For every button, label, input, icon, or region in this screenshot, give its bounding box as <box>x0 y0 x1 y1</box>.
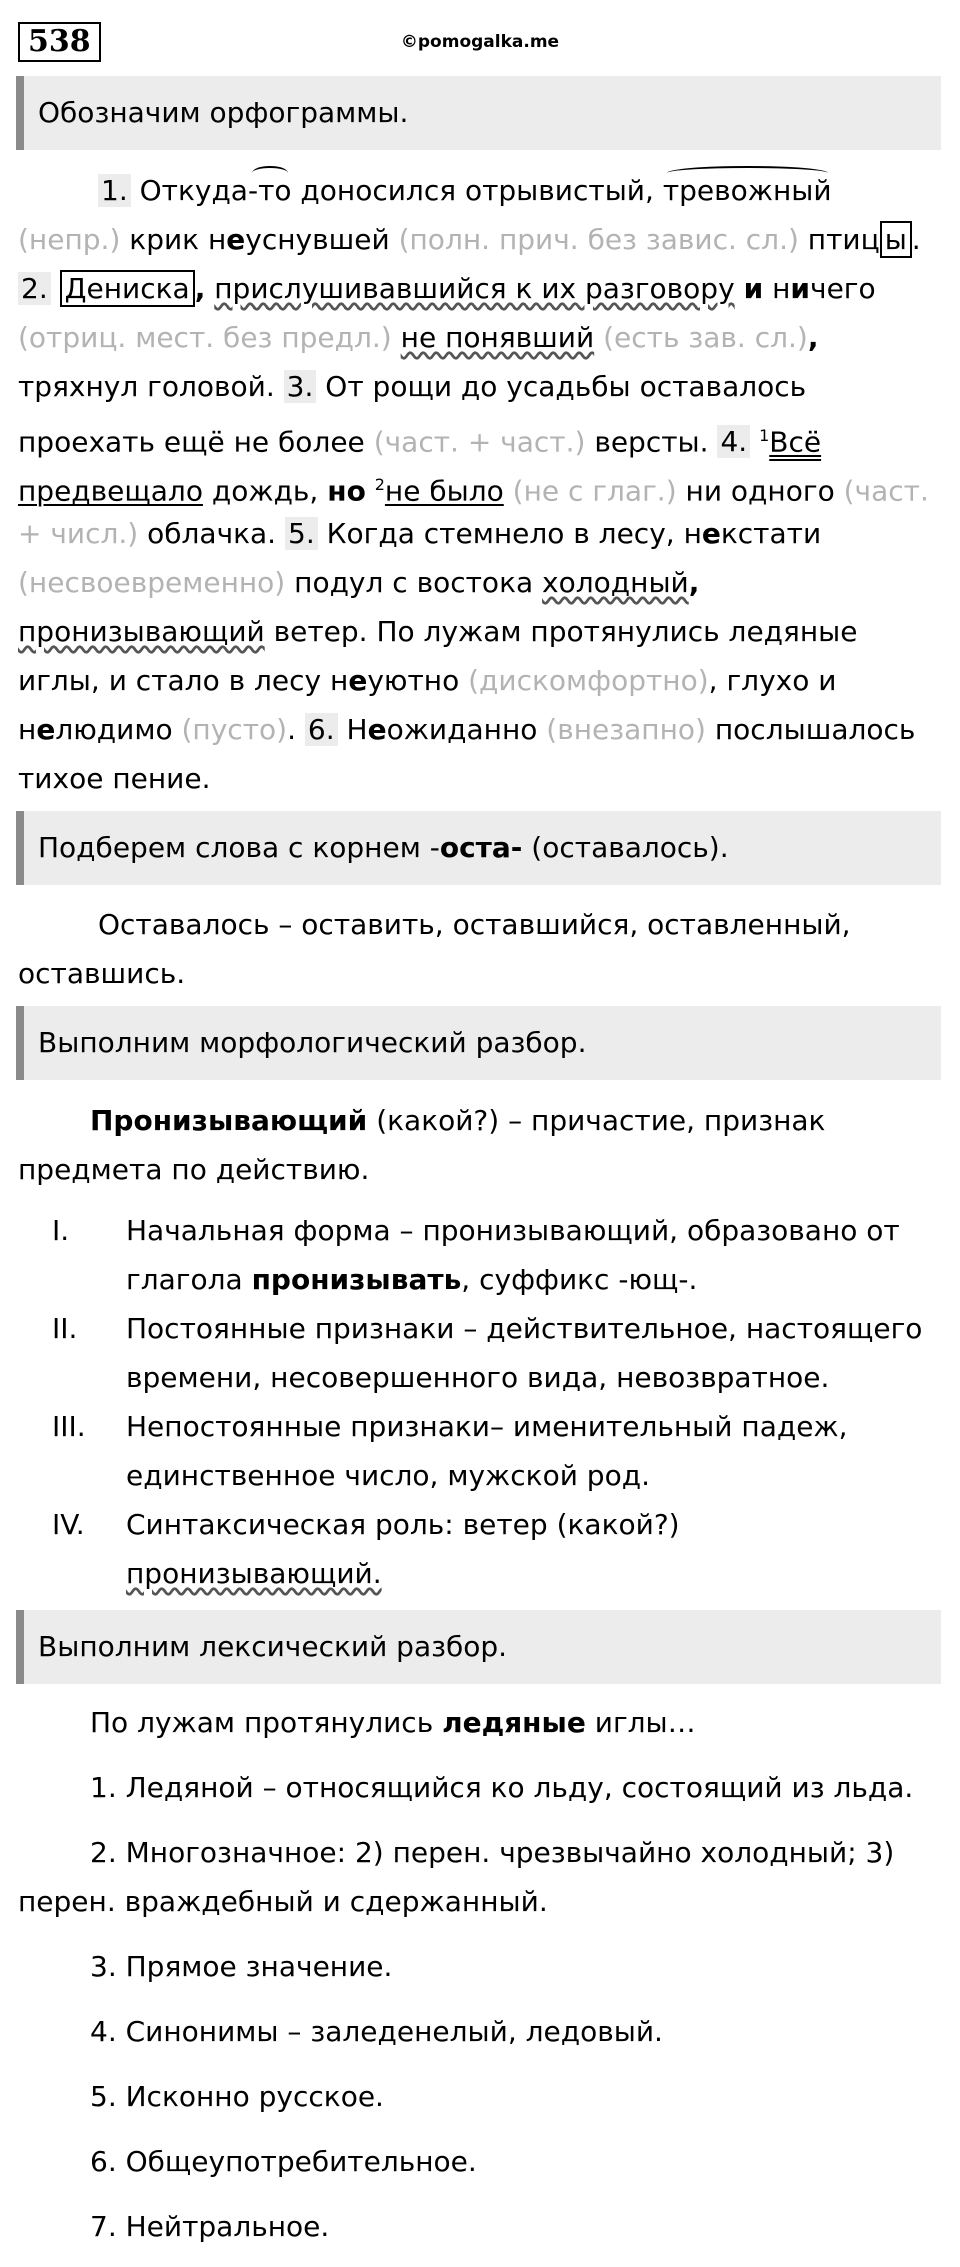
section-header-root: Подберем слова с корнем -оста- (оставалось). <box>16 811 941 885</box>
morph-item-num: II. <box>52 1312 78 1345</box>
morph-item-bold: пронизывать <box>251 1263 462 1296</box>
orthogram-text: 1. Откуда-то доносился отрывистый, тревожный (непр.) крик неуснувшей (полн. прич. без завис. сл.) птиц ы . 2. Дениска , прислушивавшийся к их разговору и ничего (отриц. мест. без предл.) не понявший (есть зав. сл.), тряхнул головой. 3. От рощи до усадьбы оставалось проехать ещё не более (част. + част.) версты. 4. $^1$Всё предвещало дождь, но $^2$не было (не с глаг.) ни одного (част. + числ.) облачка. 5. Когда стемнело в лесу, некстати (несвоевременно) подул с востока холодный, пронизывающий ветер. По лужам протянулись ледяные иглы, и стало в лесу неуютно (дискомфортно), глухо и нелюдимо (пусто). 6. Неожиданно (внезапно) послышалось тихое пение. <box>18 166 948 803</box>
morph-intro-line-2: предмета по действию. <box>18 1153 370 1186</box>
morph-item-num: III. <box>52 1410 86 1443</box>
lex-intro-c: иглы… <box>585 1706 696 1739</box>
lex-point-2: 2. Многозначное: 2) перен. чрезвычайно холодный; 3) перен. враждебный и сдержанный. <box>18 1836 895 1918</box>
morph-item-line: глагола <box>126 1263 252 1296</box>
morph-item <box>18 1206 948 1304</box>
lex-point-7: 7. Нейтральное. <box>90 2210 330 2243</box>
lex-intro <box>18 1698 948 1747</box>
task-number: 538 <box>18 22 101 62</box>
lex-point-5: 5. Исконно русское. <box>90 2080 384 2113</box>
lex-point-3: 3. Прямое значение. <box>90 1950 393 1983</box>
morph-intro <box>18 1096 948 1194</box>
morph-item <box>18 1304 948 1402</box>
root-words-line-2: оставшись. <box>18 957 186 990</box>
section-header-lex: Выполним лексический разбор. <box>16 1610 941 1684</box>
lex-point-6: 6. Общеупотребительное. <box>90 2145 477 2178</box>
section-header-orthograms: Обозначим орфограммы. <box>16 76 941 150</box>
morph-item-line: Начальная форма – пронизывающий, образовано от <box>126 1214 900 1247</box>
morph-list <box>18 1206 948 1598</box>
lex-intro-word: ледяные <box>442 1706 586 1739</box>
morph-item-line: единственное число, мужской род. <box>126 1459 650 1492</box>
root-words-line-1: Оставалось – оставить, оставшийся, оставленный, <box>98 908 851 941</box>
lex-intro-a: По лужам протянулись <box>90 1706 443 1739</box>
morph-item-num: I. <box>52 1214 70 1247</box>
morph-item-line: Непостоянные признаки– именительный падеж, <box>126 1410 848 1443</box>
lex-point-1: 1. Ледяной – относящийся ко льду, состоящий из льда. <box>90 1771 914 1804</box>
lex-analysis <box>18 1698 948 2267</box>
lex-point-4: 4. Синонимы – заледенелый, ледовый. <box>90 2015 663 2048</box>
morph-item <box>18 1500 948 1598</box>
site-watermark: ©pomogalka.me <box>400 32 560 52</box>
root-words <box>18 900 948 998</box>
morph-item-line: , суффикс -ющ-. <box>461 1263 698 1296</box>
morph-item-num: IV. <box>52 1508 85 1541</box>
morph-item <box>18 1402 948 1500</box>
morph-item-line: Постоянные признаки – действительное, настоящего <box>126 1312 923 1345</box>
morph-item-line: пронизывающий. <box>126 1557 382 1590</box>
morph-word: Пронизывающий <box>90 1104 368 1137</box>
morph-intro-rest: (какой?) – причастие, признак <box>367 1104 826 1137</box>
morph-item-line: времени, несовершенного вида, невозвратное. <box>126 1361 830 1394</box>
morph-item-line: Синтаксическая роль: ветер (какой?) <box>126 1508 680 1541</box>
section-header-morph: Выполним морфологический разбор. <box>16 1006 941 1080</box>
